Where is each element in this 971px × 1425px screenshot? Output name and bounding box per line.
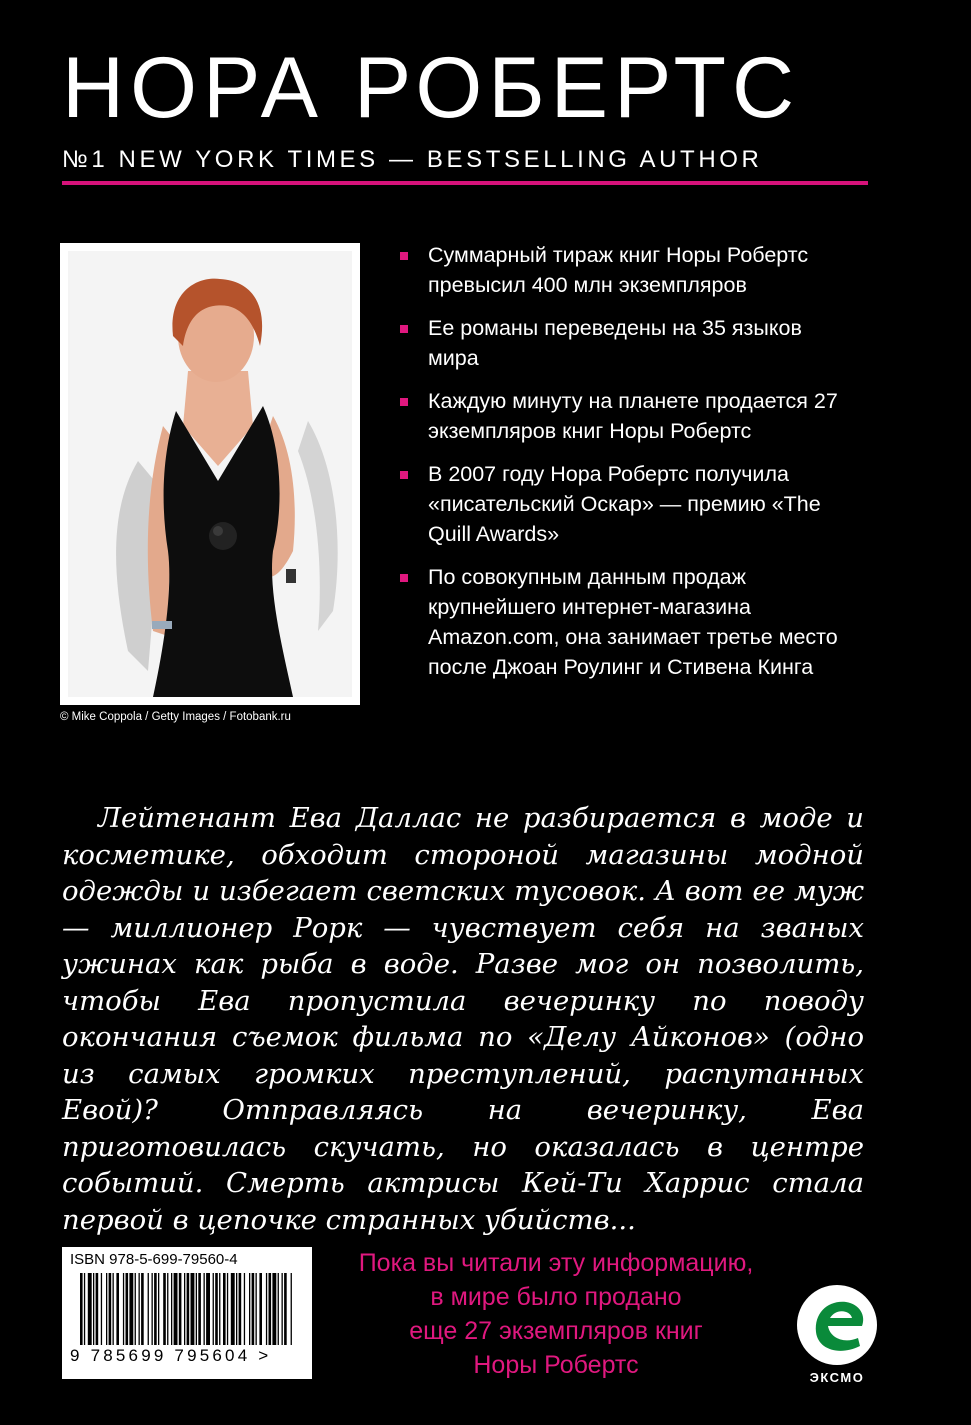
publisher-name: ЭКСМО <box>809 1370 865 1385</box>
fact-item <box>398 313 858 373</box>
barcode-stripe <box>148 1273 149 1345</box>
barcode-stripe <box>213 1273 214 1345</box>
barcode-stripe <box>129 1273 133 1345</box>
barcode-stripe <box>179 1273 182 1345</box>
barcode-stripe <box>244 1273 245 1345</box>
book-synopsis: Лейтенант Ева Даллас не разбирается в моде и косметике, обходит стороной магазины модной одежды и избегает светских тусовок. А вот ее муж — миллионер Рорк — чувствует себя на званых ужинах как рыба в воде. Разве мог он позволить, чтобы Ева пропустила вечеринку по поводу окончания съемок фильма по «Делу Айконов» (одно из самых громких преступлений, распутанных Евой)? Отправляясь на вечеринку, Ева приготовилась скучать, но оказалась в центре событий. Смерть актрисы Кей-Ти Харрис стала первой в цепочке странных убийств... <box>62 802 864 1236</box>
barcode-stripe <box>171 1273 172 1345</box>
barcode-stripe <box>204 1273 205 1345</box>
barcode-stripe <box>256 1273 257 1345</box>
barcode-stripe <box>284 1273 287 1345</box>
promo-line: Норы Робертс <box>473 1351 639 1379</box>
fact-text: Ее романы переведены на 35 языков мира <box>428 316 802 370</box>
barcode-stripe <box>206 1273 210 1345</box>
barcode-stripe <box>184 1273 185 1345</box>
barcode-stripe <box>227 1273 228 1345</box>
barcode-stripe <box>126 1273 129 1345</box>
fact-item <box>398 459 858 549</box>
barcode-stripe <box>163 1273 166 1345</box>
barcode-stripe <box>152 1273 153 1345</box>
barcode-stripe <box>231 1273 235 1345</box>
bullet-icon <box>400 325 408 333</box>
barcode-stripe <box>191 1273 195 1345</box>
barcode-stripe <box>259 1273 262 1345</box>
promo-text <box>326 1246 786 1382</box>
barcode-stripe <box>223 1273 226 1345</box>
barcode-stripe <box>278 1273 279 1345</box>
fact-text: Суммарный тираж книг Норы Робертс превысил 400 млн экземпляров <box>428 243 809 297</box>
barcode-stripe <box>174 1273 178 1345</box>
author-photo <box>60 243 360 705</box>
barcode-stripe <box>123 1273 124 1345</box>
fact-text: По совокупным данным продаж крупнейшего интернет-магазина Amazon.com, она занимает третье место после Джоан Роулинг и Стивена Кинга <box>428 565 838 679</box>
barcode-stripe <box>88 1273 92 1345</box>
barcode-stripe <box>84 1273 85 1345</box>
barcode-stripe <box>116 1273 119 1345</box>
bullet-icon <box>400 471 408 479</box>
barcode-stripe <box>113 1273 114 1345</box>
barcode-stripe <box>80 1273 83 1345</box>
photo-credit: © Mike Coppola / Getty Images / Fotobank.ru <box>60 711 291 723</box>
tagline: №1 NEW YORK TIMES — BESTSELLING AUTHOR <box>62 146 763 173</box>
barcode-stripe <box>109 1273 112 1345</box>
barcode-stripe <box>101 1273 102 1345</box>
barcode-stripe <box>139 1273 140 1345</box>
barcode-stripe <box>158 1273 159 1345</box>
barcode-stripe <box>106 1273 107 1345</box>
bullet-icon <box>400 398 408 406</box>
barcode-stripe <box>291 1273 292 1345</box>
eksmo-logo-icon <box>794 1282 880 1368</box>
barcode-stripe <box>282 1273 283 1345</box>
barcode-stripe <box>269 1273 272 1345</box>
bullet-icon <box>400 252 408 260</box>
fact-item <box>398 240 858 300</box>
author-name: НОРА РОБЕРТС <box>62 40 801 136</box>
barcode-stripe <box>252 1273 255 1345</box>
barcode-stripe <box>219 1273 220 1345</box>
fact-item <box>398 386 858 446</box>
isbn-label: ISBN 978-5-699-79560-4 <box>70 1251 238 1268</box>
promo-line: еще 27 экземпляров книг <box>409 1317 703 1345</box>
barcode-panel <box>62 1247 312 1379</box>
barcode-stripe <box>249 1273 250 1345</box>
promo-line: Пока вы читали эту информацию, <box>358 1249 754 1277</box>
fact-text: В 2007 году Нора Робертс получила «писательский Оскар» — премию «The Quill Awards» <box>428 462 821 546</box>
barcode-stripe <box>239 1273 242 1345</box>
barcode-stripe <box>167 1273 168 1345</box>
barcode-stripe <box>141 1273 144 1345</box>
barcode-stripe <box>96 1273 99 1345</box>
barcode-stripe <box>187 1273 190 1345</box>
barcode-stripe <box>93 1273 94 1345</box>
fact-item <box>398 562 858 682</box>
barcode-stripe <box>196 1273 197 1345</box>
barcode-stripe <box>135 1273 136 1345</box>
facts-list <box>398 240 858 695</box>
fact-text: Каждую минуту на планете продается 27 экземпляров книг Норы Робертс <box>428 389 838 443</box>
barcode-stripe <box>198 1273 201 1345</box>
barcode-stripe <box>236 1273 237 1345</box>
barcode-stripe <box>272 1273 276 1345</box>
author-portrait-image <box>68 251 352 697</box>
barcode-stripe <box>154 1273 157 1345</box>
publisher-logo <box>794 1282 880 1392</box>
promo-line: в мире было продано <box>430 1283 682 1311</box>
accent-rule <box>62 181 868 185</box>
barcode-image <box>70 1273 304 1345</box>
bullet-icon <box>400 574 408 582</box>
barcode-stripe <box>215 1273 218 1345</box>
barcode-digits: 9 785699 795604 > <box>70 1346 272 1365</box>
barcode-stripe <box>266 1273 267 1345</box>
